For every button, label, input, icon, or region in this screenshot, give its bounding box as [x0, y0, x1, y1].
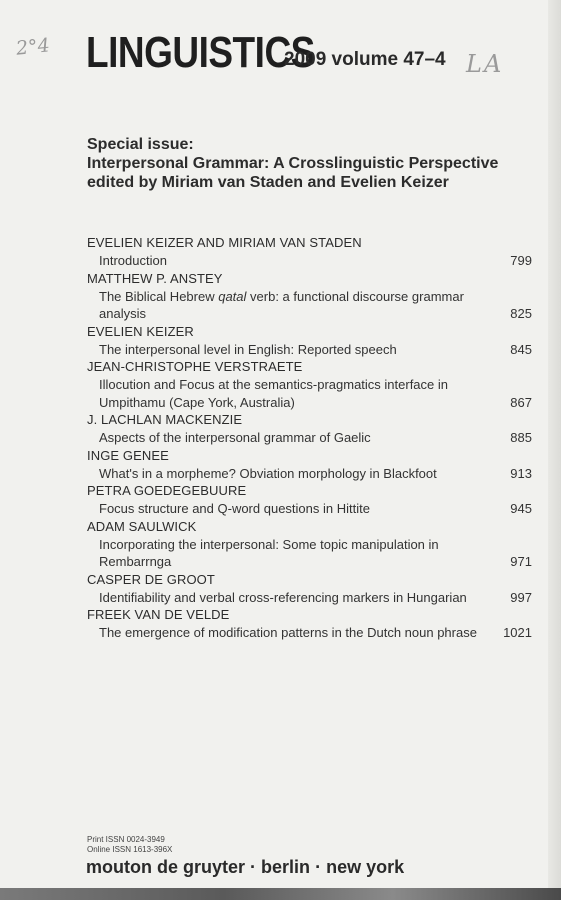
toc-entry — [87, 571, 532, 607]
toc-entry — [87, 447, 532, 483]
toc-entry — [87, 606, 532, 642]
toc-title-italic: qatal — [218, 288, 247, 304]
issue-info: 2009 volume 47–4 — [284, 49, 446, 70]
toc-page-number: 945 — [510, 501, 532, 516]
toc-entry — [87, 270, 532, 323]
toc-article-title: The interpersonal level in English: Reported speech — [99, 341, 397, 357]
online-issn: Online ISSN 1613-396X — [87, 845, 173, 854]
publisher-city-new-york: new york — [326, 857, 405, 877]
publisher-imprint — [86, 857, 404, 878]
toc-author: PETRA GOEDEGEBUURE — [87, 483, 247, 498]
publisher-separator: · — [315, 857, 322, 877]
toc-page-number: 825 — [510, 306, 532, 321]
page-edge-shadow — [548, 0, 561, 888]
toc-entry — [87, 411, 532, 447]
print-issn: Print ISSN 0024-3949 — [87, 835, 165, 844]
handwritten-note-left: 2°4 — [14, 34, 51, 60]
toc-article-title — [99, 288, 484, 323]
toc-page-number: 799 — [510, 253, 532, 268]
toc-author: INGE GENEE — [87, 447, 169, 463]
issn-block — [87, 835, 172, 855]
toc-article-title: Focus structure and Q-word questions in Hittite — [99, 501, 370, 516]
toc-entry — [87, 518, 532, 571]
publisher-city-berlin: berlin — [261, 857, 311, 877]
toc-author: FREEK VAN DE VELDE — [87, 607, 230, 622]
toc-entry — [87, 482, 532, 518]
special-issue-editors: edited by Miriam van Staden and Evelien Keizer — [87, 174, 449, 191]
toc-page-number: 885 — [510, 430, 532, 445]
toc-page-number: 971 — [510, 554, 532, 569]
toc-article-title: Introduction — [99, 253, 167, 268]
special-issue-label: Special issue: — [87, 136, 194, 153]
table-of-contents — [87, 234, 532, 642]
toc-author: EVELIEN KEIZER AND MIRIAM VAN STADEN — [87, 235, 362, 250]
toc-article-title: Illocution and Focus at the semantics-pragmatics interface in Umpithamu (Cape York, Australia) — [99, 377, 449, 410]
toc-entry — [87, 234, 532, 270]
toc-entry — [87, 323, 532, 359]
toc-page-number: 845 — [510, 341, 532, 357]
toc-author: MATTHEW P. ANSTEY — [87, 270, 223, 286]
handwritten-note-right: LA — [466, 50, 504, 78]
toc-page-number: 1021 — [503, 625, 532, 640]
toc-article-title: What's in a morpheme? Obviation morphology in Blackfoot — [99, 465, 437, 481]
toc-article-title: Aspects of the interpersonal grammar of Gaelic — [99, 430, 371, 445]
toc-page-number: 997 — [510, 589, 532, 605]
toc-author: ADAM SAULWICK — [87, 518, 197, 534]
toc-page-number: 867 — [510, 394, 532, 410]
toc-title-part: The Biblical Hebrew — [99, 288, 219, 304]
toc-article-title: The emergence of modification patterns in the Dutch noun phrase — [99, 625, 477, 640]
toc-entry — [87, 358, 532, 411]
toc-title-part: verb: a functional discourse grammar analysis — [99, 288, 464, 321]
journal-title: LINGUISTICS — [86, 28, 315, 77]
special-issue-title: Interpersonal Grammar: A Crosslinguistic Perspective — [87, 155, 499, 172]
toc-page-number: 913 — [510, 465, 532, 481]
publisher-name: mouton de gruyter — [86, 857, 246, 877]
toc-author: CASPER DE GROOT — [87, 571, 215, 587]
toc-article-title: Incorporating the interpersonal: Some topic manipulation in Rembarrnga — [99, 536, 439, 569]
toc-article-title: Identifiability and verbal cross-referencing markers in Hungarian — [99, 589, 467, 605]
scan-bottom-edge — [0, 888, 561, 900]
toc-author: JEAN-CHRISTOPHE VERSTRAETE — [87, 359, 303, 374]
publisher-separator: · — [250, 857, 257, 877]
toc-author: J. LACHLAN MACKENZIE — [87, 412, 243, 427]
toc-author: EVELIEN KEIZER — [87, 323, 194, 339]
special-issue-heading — [87, 135, 527, 192]
